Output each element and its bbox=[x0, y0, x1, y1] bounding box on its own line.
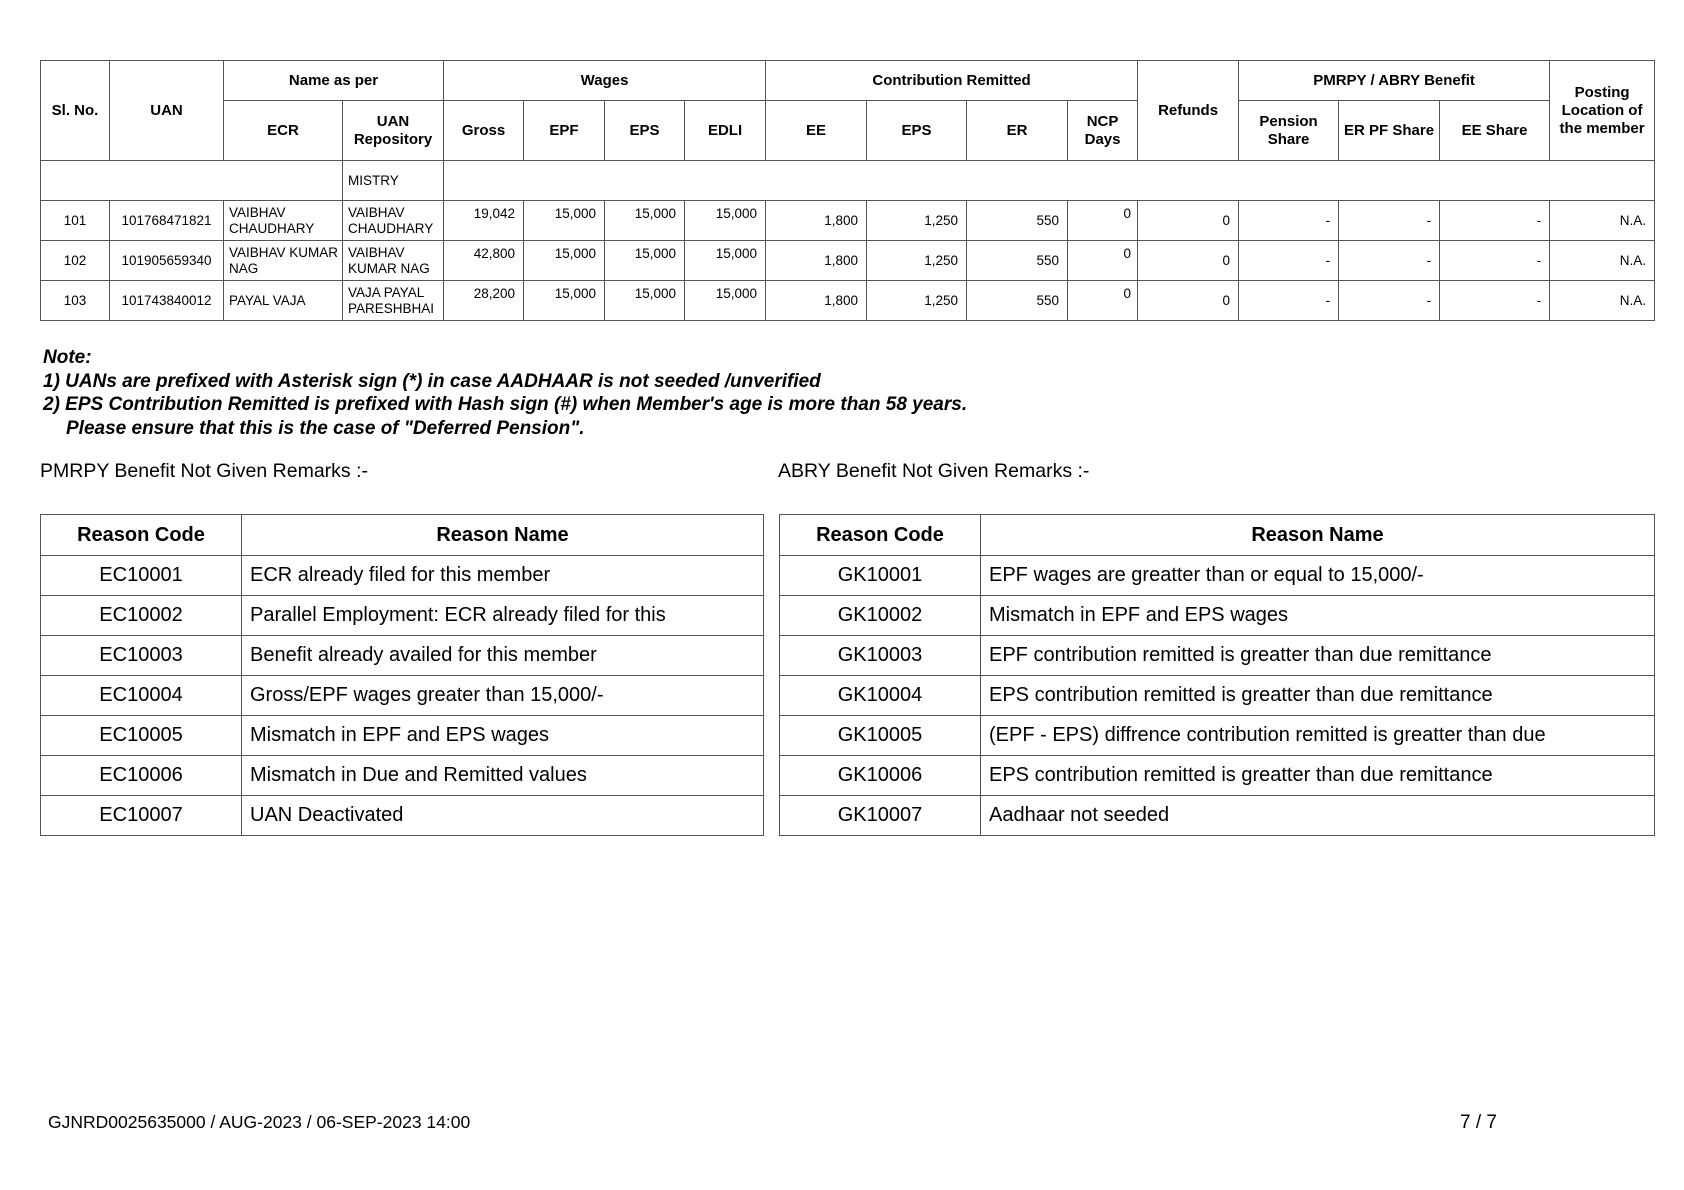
cell-contribution-eps: 1,250 bbox=[867, 281, 967, 321]
cell-pension-share: - bbox=[1239, 201, 1339, 241]
header-ee: EE bbox=[766, 101, 867, 161]
cell-contribution-eps: 1,250 bbox=[867, 201, 967, 241]
cell-edli: 15,000 bbox=[685, 201, 766, 241]
cell-ee: 1,800 bbox=[766, 201, 867, 241]
table-row bbox=[41, 756, 764, 796]
cell-refunds: 0 bbox=[1138, 241, 1239, 281]
table-row bbox=[41, 241, 1655, 281]
reason-code: GK10002 bbox=[780, 596, 981, 636]
cell-epf: 15,000 bbox=[524, 241, 605, 281]
reason-name: Parallel Employment: ECR already filed for this bbox=[242, 596, 764, 636]
table-row bbox=[780, 556, 1655, 596]
reason-code: GK10003 bbox=[780, 636, 981, 676]
table-row bbox=[41, 676, 764, 716]
header-er-pf-share: ER PF Share bbox=[1339, 101, 1440, 161]
note-line-1: 1) UANs are prefixed with Asterisk sign (*) in case AADHAAR is not seeded /unverified bbox=[43, 370, 821, 392]
header-reason-code: Reason Code bbox=[41, 515, 242, 556]
reason-name: Mismatch in EPF and EPS wages bbox=[242, 716, 764, 756]
cell-uan: 101768471821 bbox=[110, 201, 224, 241]
reason-name: (EPF - EPS) diffrence contribution remitted is greatter than due bbox=[981, 716, 1655, 756]
cell-ee-share: - bbox=[1440, 241, 1550, 281]
table-row bbox=[41, 556, 764, 596]
header-benefit: PMRPY / ABRY Benefit bbox=[1239, 61, 1550, 101]
header-uan-repository: UAN Repository bbox=[343, 101, 444, 161]
carryover-blank bbox=[41, 161, 343, 201]
cell-epf: 15,000 bbox=[524, 201, 605, 241]
abry-reason-table bbox=[779, 514, 1655, 836]
reason-code: EC10007 bbox=[41, 796, 242, 836]
pmrpy-reason-table bbox=[40, 514, 764, 836]
header-ecr: ECR bbox=[224, 101, 343, 161]
reason-name: Gross/EPF wages greater than 15,000/- bbox=[242, 676, 764, 716]
cell-contribution-eps: 1,250 bbox=[867, 241, 967, 281]
table-row bbox=[41, 796, 764, 836]
reason-code: EC10005 bbox=[41, 716, 242, 756]
notes-block bbox=[43, 346, 967, 440]
reason-code: EC10006 bbox=[41, 756, 242, 796]
table-row bbox=[780, 716, 1655, 756]
reason-code: GK10001 bbox=[780, 556, 981, 596]
header-posting-location: Posting Location of the member bbox=[1550, 61, 1655, 161]
cell-edli: 15,000 bbox=[685, 281, 766, 321]
reason-name: ECR already filed for this member bbox=[242, 556, 764, 596]
carryover-row bbox=[41, 161, 1655, 201]
cell-uan: 101743840012 bbox=[110, 281, 224, 321]
cell-er-pf-share: - bbox=[1339, 281, 1440, 321]
cell-eps: 15,000 bbox=[605, 241, 685, 281]
table-row bbox=[41, 281, 1655, 321]
cell-er: 550 bbox=[967, 281, 1068, 321]
pmrpy-remarks-title: PMRPY Benefit Not Given Remarks :- bbox=[40, 460, 368, 482]
reason-code: GK10004 bbox=[780, 676, 981, 716]
cell-ee-share: - bbox=[1440, 201, 1550, 241]
reason-code: GK10007 bbox=[780, 796, 981, 836]
header-uan: UAN bbox=[110, 61, 224, 161]
cell-sl: 103 bbox=[41, 281, 110, 321]
carryover-blank-right bbox=[444, 161, 1655, 201]
cell-pension-share: - bbox=[1239, 281, 1339, 321]
cell-ecr-name: VAIBHAV CHAUDHARY bbox=[224, 201, 343, 241]
reason-name: EPF wages are greatter than or equal to 15,000/- bbox=[981, 556, 1655, 596]
carryover-text: MISTRY bbox=[343, 161, 444, 201]
header-reason-code: Reason Code bbox=[780, 515, 981, 556]
reason-name: UAN Deactivated bbox=[242, 796, 764, 836]
header-reason-name: Reason Name bbox=[242, 515, 764, 556]
cell-pension-share: - bbox=[1239, 241, 1339, 281]
reason-code: GK10005 bbox=[780, 716, 981, 756]
cell-repo-name: VAIBHAV KUMAR NAG bbox=[343, 241, 444, 281]
cell-ncp: 0 bbox=[1068, 241, 1138, 281]
reason-name: Mismatch in EPF and EPS wages bbox=[981, 596, 1655, 636]
table-row bbox=[780, 596, 1655, 636]
cell-ecr-name: VAIBHAV KUMAR NAG bbox=[224, 241, 343, 281]
cell-ee: 1,800 bbox=[766, 241, 867, 281]
cell-ecr-name: PAYAL VAJA bbox=[224, 281, 343, 321]
header-pension-share: Pension Share bbox=[1239, 101, 1339, 161]
header-name-as-per: Name as per bbox=[224, 61, 444, 101]
header-epf: EPF bbox=[524, 101, 605, 161]
cell-repo-name: VAIBHAV CHAUDHARY bbox=[343, 201, 444, 241]
header-refunds: Refunds bbox=[1138, 61, 1239, 161]
table-row bbox=[780, 756, 1655, 796]
reason-name: Aadhaar not seeded bbox=[981, 796, 1655, 836]
cell-ee-share: - bbox=[1440, 281, 1550, 321]
note-line-2: 2) EPS Contribution Remitted is prefixed with Hash sign (#) when Member's age is more than 58 years. bbox=[43, 394, 968, 415]
header-reason-name: Reason Name bbox=[981, 515, 1655, 556]
cell-repo-name: VAJA PAYAL PARESHBHAI bbox=[343, 281, 444, 321]
header-ee-share: EE Share bbox=[1440, 101, 1550, 161]
cell-er-pf-share: - bbox=[1339, 201, 1440, 241]
cell-refunds: 0 bbox=[1138, 201, 1239, 241]
cell-gross: 19,042 bbox=[444, 201, 524, 241]
cell-er-pf-share: - bbox=[1339, 241, 1440, 281]
cell-edli: 15,000 bbox=[685, 241, 766, 281]
reason-name: EPS contribution remitted is greatter than due remittance bbox=[981, 756, 1655, 796]
header-er: ER bbox=[967, 101, 1068, 161]
cell-uan: 101905659340 bbox=[110, 241, 224, 281]
header-ncp-days: NCP Days bbox=[1068, 101, 1138, 161]
header-sl-no: Sl. No. bbox=[41, 61, 110, 161]
footer-reference: GJNRD0025635000 / AUG-2023 / 06-SEP-2023 14:00 bbox=[48, 1112, 471, 1132]
header-contribution-eps: EPS bbox=[867, 101, 967, 161]
header-gross: Gross bbox=[444, 101, 524, 161]
cell-refunds: 0 bbox=[1138, 281, 1239, 321]
cell-gross: 28,200 bbox=[444, 281, 524, 321]
cell-posting: N.A. bbox=[1550, 241, 1655, 281]
cell-posting: N.A. bbox=[1550, 281, 1655, 321]
cell-posting: N.A. bbox=[1550, 201, 1655, 241]
page-number: 7 / 7 bbox=[1460, 1112, 1497, 1133]
table-row bbox=[41, 201, 1655, 241]
table-row bbox=[780, 676, 1655, 716]
header-wages: Wages bbox=[444, 61, 766, 101]
cell-ncp: 0 bbox=[1068, 201, 1138, 241]
cell-epf: 15,000 bbox=[524, 281, 605, 321]
cell-eps: 15,000 bbox=[605, 201, 685, 241]
reason-name: Benefit already availed for this member bbox=[242, 636, 764, 676]
header-contribution-remitted: Contribution Remitted bbox=[766, 61, 1138, 101]
cell-ncp: 0 bbox=[1068, 281, 1138, 321]
cell-sl: 102 bbox=[41, 241, 110, 281]
reason-code: EC10004 bbox=[41, 676, 242, 716]
table-row bbox=[780, 636, 1655, 676]
header-edli: EDLI bbox=[685, 101, 766, 161]
table-row bbox=[41, 636, 764, 676]
cell-er: 550 bbox=[967, 241, 1068, 281]
ecr-contribution-table bbox=[40, 60, 1655, 321]
reason-name: Mismatch in Due and Remitted values bbox=[242, 756, 764, 796]
reason-code: EC10003 bbox=[41, 636, 242, 676]
cell-er: 550 bbox=[967, 201, 1068, 241]
cell-ee: 1,800 bbox=[766, 281, 867, 321]
table-row bbox=[780, 796, 1655, 836]
reason-name: EPF contribution remitted is greatter than due remittance bbox=[981, 636, 1655, 676]
reason-code: EC10001 bbox=[41, 556, 242, 596]
table-row bbox=[41, 596, 764, 636]
table-row bbox=[41, 716, 764, 756]
header-eps: EPS bbox=[605, 101, 685, 161]
notes-title: Note: bbox=[43, 347, 92, 368]
reason-name: EPS contribution remitted is greatter than due remittance bbox=[981, 676, 1655, 716]
abry-remarks-title: ABRY Benefit Not Given Remarks :- bbox=[778, 460, 1090, 482]
note-line-3: Please ensure that this is the case of "Deferred Pension". bbox=[66, 417, 585, 439]
cell-eps: 15,000 bbox=[605, 281, 685, 321]
reason-code: GK10006 bbox=[780, 756, 981, 796]
cell-gross: 42,800 bbox=[444, 241, 524, 281]
cell-sl: 101 bbox=[41, 201, 110, 241]
reason-code: EC10002 bbox=[41, 596, 242, 636]
